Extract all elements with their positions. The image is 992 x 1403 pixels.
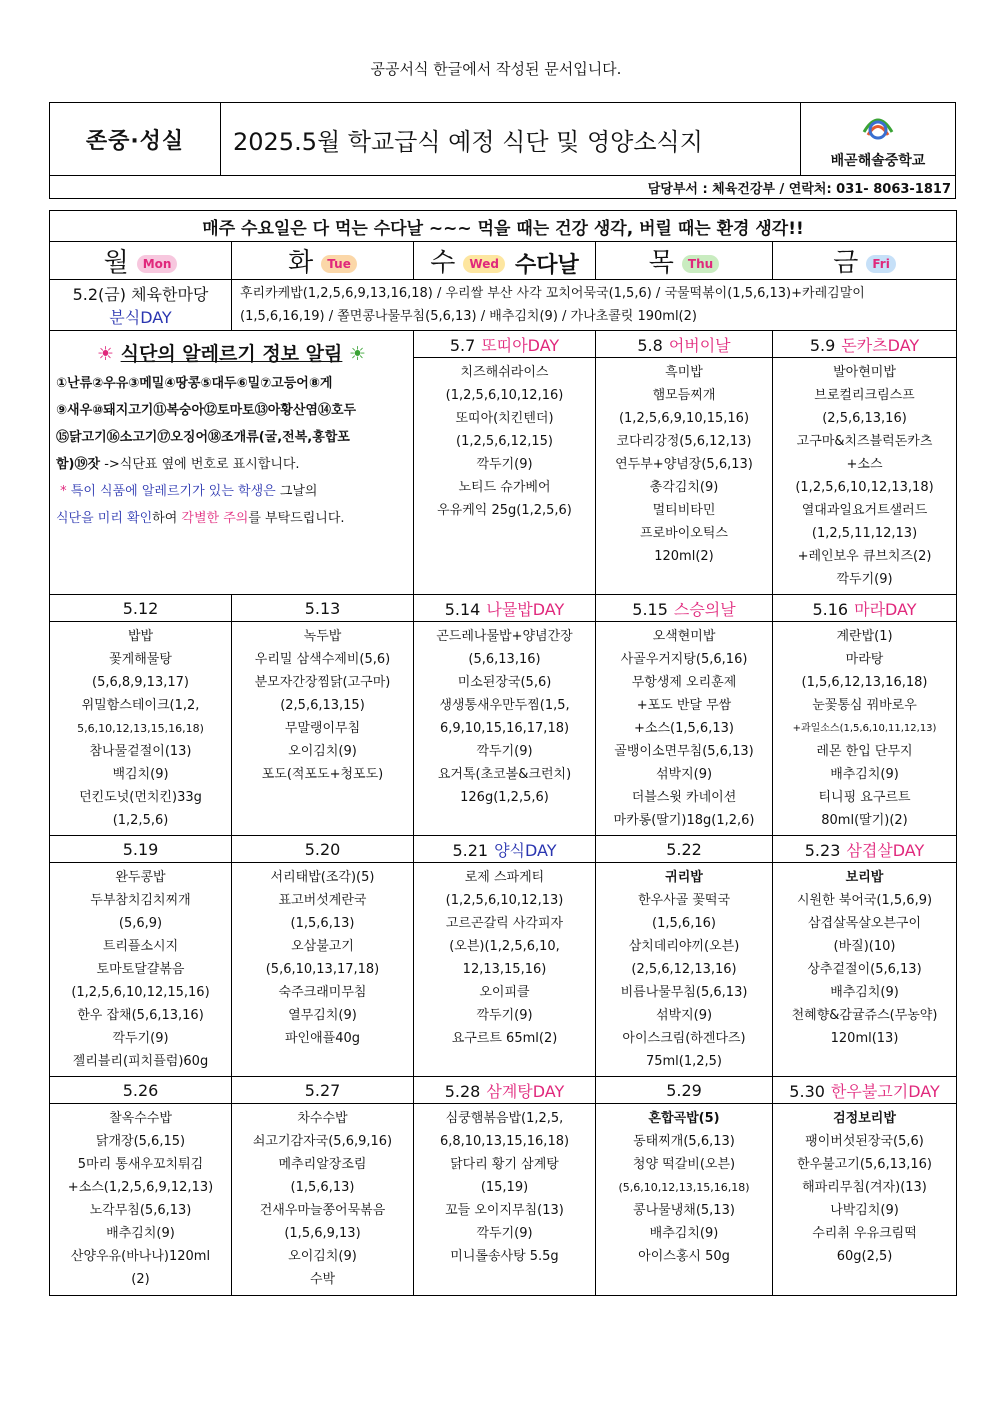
- event-label: 삼계탕DAY: [486, 1081, 565, 1101]
- menu-item: 눈꽃통심 꿔바로우: [812, 698, 917, 713]
- school-emblem-icon: [858, 108, 898, 146]
- menu-item: 아이스홍시 50g: [638, 1249, 730, 1264]
- menu-item: 고구마&치즈블럭돈카츠: [796, 434, 933, 449]
- menu-item: (5,6,9): [118, 916, 163, 931]
- date-label: 5.29: [666, 1080, 702, 1100]
- date-header: [50, 595, 232, 622]
- event-label: 어버이날: [668, 335, 731, 355]
- menu-item: 노각무침(5,6,13): [89, 1203, 192, 1218]
- event-label: 삼겹살DAY: [846, 840, 925, 860]
- menu-item: 브로컬리크림스프: [814, 388, 915, 403]
- menu-item: 한우 잡채(5,6,13,16): [77, 1008, 204, 1023]
- menu-item: (1,2,5,6,9,10,15,16): [618, 411, 750, 426]
- weekday-header-fri: [773, 242, 957, 280]
- menu-item: 시원한 북어국(1,5,6,9): [796, 893, 933, 908]
- menu-item: 흑미밥: [665, 365, 703, 380]
- menu-item: 미니롤송사탕 5.5g: [450, 1249, 559, 1264]
- date-header: [596, 836, 773, 863]
- menu-row: [50, 622, 957, 836]
- school-logo: [801, 103, 956, 176]
- weekday-ko: 월: [103, 248, 129, 278]
- menu-item: (1,2,5,6,12,15): [456, 434, 553, 449]
- menu-item: 노티드 슈가베어: [458, 480, 551, 495]
- menu-item: 발아현미밥: [833, 365, 896, 380]
- menu-item: 콩나물냉채(5,13): [633, 1203, 735, 1218]
- menu-item: 천혜향&감귤쥬스(무농약): [791, 1008, 938, 1023]
- date-label: 5.19: [122, 839, 159, 859]
- allergy-warning-line-1: 특이 식품에 알레르기가 있는 학생은: [70, 484, 276, 499]
- special-day-title: 5.2(금) 체육한마당: [72, 285, 209, 304]
- menu-item: 깍두기(9): [836, 572, 893, 587]
- menu-item: 완두콩밥: [115, 870, 166, 885]
- menu-item: 치즈해쉬라이스: [460, 365, 549, 380]
- menu-item: 꽃게해물탕: [109, 652, 172, 667]
- menu-cell: [596, 358, 773, 595]
- menu-cell: [414, 1104, 596, 1296]
- date-label: 5.13: [304, 598, 341, 618]
- weekday-header-mon: [50, 242, 232, 280]
- date-header: [773, 836, 957, 863]
- menu-item: 오이김치(9): [288, 1249, 357, 1264]
- sun-icon: ☀: [96, 343, 114, 365]
- event-label: 마라DAY: [854, 599, 917, 619]
- menu-item: (15,19): [480, 1180, 529, 1195]
- date-header: [414, 331, 596, 358]
- menu-item: 위밀함스테이크(1,2,: [81, 698, 200, 713]
- menu-item: 산양우유(바나나)120ml: [70, 1249, 211, 1264]
- menu-item: 비름나물무침(5,6,13): [620, 985, 748, 1000]
- menu-item: 열대과일요거트샐러드: [801, 503, 928, 518]
- menu-item: 해파리무침(겨자)(13): [802, 1180, 927, 1195]
- menu-item: 배추김치(9): [830, 985, 899, 1000]
- menu-item: (1,2,5,6,10,12,15,16): [71, 985, 210, 1000]
- menu-item: +소스: [846, 457, 883, 472]
- menu-item: 골뱅이소면무침(5,6,13): [614, 744, 754, 759]
- menu-item: 요구르트 65ml(2): [451, 1031, 558, 1046]
- menu-item: 60g(2,5): [836, 1249, 893, 1264]
- menu-item: 한우불고기(5,6,13,16): [797, 1157, 932, 1172]
- menu-item: 사골우거지탕(5,6,16): [620, 652, 748, 667]
- special-day-cell: [50, 280, 232, 331]
- menu-item: 깍두기(9): [112, 1031, 169, 1046]
- date-label: 5.16: [812, 599, 849, 619]
- date-header: [232, 595, 414, 622]
- date-header: [414, 836, 596, 863]
- allergy-info-panel: [50, 331, 414, 595]
- menu-item: 보리밥: [845, 870, 884, 885]
- menu-item: 12,13,15,16): [462, 962, 547, 977]
- date-label: 5.26: [122, 1080, 159, 1100]
- menu-item: 120ml(13): [830, 1031, 899, 1046]
- menu-item: 심쿵햄볶음밥(1,2,5,: [445, 1111, 564, 1126]
- menu-item: 오삼불고기: [291, 939, 354, 954]
- menu-item: (2,5,6,13,15): [280, 698, 365, 713]
- menu-item: 숙주크래미무침: [278, 985, 367, 1000]
- menu-item: 깍두기(9): [476, 744, 533, 759]
- menu-row: [50, 1104, 957, 1296]
- menu-item: 꼬들 오이지무침(13): [445, 1203, 564, 1218]
- menu-item: 포도(적포도+청포도): [261, 767, 384, 782]
- menu-cell: [773, 622, 957, 836]
- menu-item: 파인애플40g: [284, 1031, 361, 1046]
- weekday-header-tue: [232, 242, 414, 280]
- menu-item: +포도 반달 무쌈: [636, 698, 732, 713]
- date-header: [596, 595, 773, 622]
- allergy-warning-end: 를 부탁드립니다.: [248, 511, 345, 526]
- date-header: [414, 1077, 596, 1104]
- menu-item: 6,8,10,13,15,16,18): [439, 1134, 570, 1149]
- date-header: [596, 1077, 773, 1104]
- allergy-warning-line-1-end: 그날의: [275, 484, 318, 499]
- date-label: 5.14: [444, 599, 481, 619]
- menu-item: 검정보리밥: [833, 1111, 896, 1126]
- menu-item: 팽이버섯된장국(5,6): [805, 1134, 924, 1149]
- menu-item: 배추김치(9): [649, 1226, 719, 1241]
- menu-item: 서리태밥(조각)(5): [270, 870, 375, 885]
- menu-item: 녹두밥: [303, 629, 342, 644]
- menu-item: (1,5,6,12,13,16,18): [801, 675, 928, 690]
- date-label: 5.22: [666, 839, 702, 859]
- menu-item: 깍두기(9): [476, 457, 533, 472]
- menu-cell: [232, 622, 414, 836]
- event-label: 나물밥DAY: [486, 599, 565, 619]
- menu-item: (2,5,6,12,13,16): [631, 962, 737, 977]
- event-label: 한우불고기DAY: [830, 1081, 940, 1101]
- event-label: 돈카츠DAY: [841, 335, 920, 355]
- event-label: 또띠아DAY: [481, 335, 560, 355]
- document-notice: 공공서식 한글에서 작성된 문서입니다.: [370, 60, 622, 78]
- menu-item: 멀티비타민: [652, 503, 716, 518]
- menu-item: 계란밥(1): [836, 629, 893, 644]
- menu-item: 5,6,10,12,13,15,16,18): [77, 722, 204, 735]
- menu-cell: [232, 863, 414, 1077]
- menu-item: (5,6,8,9,13,17): [92, 675, 189, 690]
- menu-item: 메추리알장조림: [278, 1157, 367, 1172]
- menu-item: 코다리강정(5,6,12,13): [616, 434, 752, 449]
- menu-item: 차수수밥: [297, 1111, 348, 1126]
- department-contact: 담당부서 : 체육건강부 / 연락처: 031- 8063-1817: [50, 176, 956, 199]
- menu-item: 깍두기(9): [476, 1226, 533, 1241]
- date-header: [232, 1077, 414, 1104]
- school-motto: 존중·성실: [50, 103, 221, 176]
- menu-cell: [50, 1104, 232, 1296]
- menu-item: 분모자간장찜닭(고구마): [254, 675, 391, 690]
- date-label: 5.12: [122, 598, 159, 618]
- date-header: [232, 836, 414, 863]
- date-label: 5.23: [804, 840, 841, 860]
- weekday-en-badge: Mon: [137, 255, 178, 273]
- allergy-list-note: ->식단표 옆에 번호로 표시합니다.: [100, 457, 300, 472]
- menu-item: 우유케익 25g(1,2,5,6): [437, 503, 572, 518]
- menu-item: 트리플소시지: [102, 939, 179, 954]
- date-header: [50, 836, 232, 863]
- date-header: [773, 595, 957, 622]
- menu-item: (1,5,6,9,13): [284, 1226, 361, 1241]
- menu-item: 찰옥수수밥: [109, 1111, 172, 1126]
- menu-item: 상추겉절이(5,6,13): [807, 962, 922, 977]
- weekday-en-badge: Fri: [866, 255, 895, 273]
- menu-cell: [414, 358, 596, 595]
- menu-item: 닭다리 황기 삼계탕: [450, 1157, 559, 1172]
- date-label: 5.7: [449, 335, 476, 355]
- menu-row: [50, 863, 957, 1077]
- weekday-ko: 화: [288, 248, 314, 278]
- weekday-en-badge: Wed: [463, 255, 505, 273]
- menu-item: (1,2,5,6): [112, 813, 169, 828]
- menu-item: 표고버섯계란국: [278, 893, 367, 908]
- date-label: 5.8: [637, 335, 663, 355]
- special-day-label: 분식DAY: [109, 308, 172, 327]
- allergy-warning-highlight: 식단을 미리 확인: [56, 511, 153, 526]
- menu-item: (5,6,10,12,13,15,16,18): [618, 1181, 750, 1194]
- menu-item: 6,9,10,15,16,17,18): [439, 721, 570, 736]
- date-row: [50, 595, 957, 622]
- menu-item: 배추김치(9): [830, 767, 899, 782]
- menu-item: 닭개장(5,6,15): [95, 1134, 186, 1149]
- menu-item: 귀리밥: [665, 870, 703, 885]
- menu-item: 레몬 한입 단무지: [816, 744, 913, 759]
- menu-cell: [773, 358, 957, 595]
- menu-item: +소스(1,5,6,13): [634, 721, 734, 736]
- menu-item: (5,6,13,16): [468, 652, 541, 667]
- menu-item: 열무김치(9): [288, 1008, 357, 1023]
- menu-item: 75ml(1,2,5): [645, 1054, 723, 1069]
- sudanal-label: 수다날: [514, 253, 579, 278]
- menu-cell: [414, 622, 596, 836]
- menu-item: 쇠고기감자국(5,6,9,16): [252, 1134, 393, 1149]
- menu-item: 미소된장국(5,6): [457, 675, 552, 690]
- menu-item: 5마리 통새우꼬치튀김: [77, 1157, 204, 1172]
- menu-item: 섞박지(9): [655, 767, 713, 782]
- menu-item: 던킨도넛(먼치킨)33g: [79, 790, 202, 805]
- weekday-en-badge: Tue: [321, 255, 357, 273]
- menu-cell: [596, 863, 773, 1077]
- date-header: [596, 331, 773, 358]
- menu-cell: [596, 1104, 773, 1296]
- menu-item: 혼합곡밥(5): [648, 1111, 720, 1126]
- allergy-list-line-2: ⑨새우⑩돼지고기⑪복숭아⑫토마토⑬아황산염⑭호두: [56, 403, 357, 418]
- menu-item: 총각김치(9): [649, 480, 719, 495]
- date-label: 5.15: [632, 599, 668, 619]
- date-label: 5.27: [304, 1080, 341, 1100]
- weekday-header-wed: [414, 242, 596, 280]
- menu-item: 티니핑 요구르트: [818, 790, 911, 805]
- menu-item: 배추김치(9): [106, 1226, 175, 1241]
- allergy-list-line-3: ⑮닭고기⑯소고기⑰오징어⑱조개류(굴,전복,홍합포: [56, 430, 350, 445]
- event-label: 양식DAY: [494, 840, 557, 860]
- menu-item: 두부참치김치찌개: [90, 893, 191, 908]
- menu-item: 삼치데리야끼(오븐): [628, 939, 740, 954]
- menu-item: 고르곤갈릭 사각피자: [445, 916, 564, 931]
- menu-item: (1,2,5,6,10,12,13,18): [795, 480, 934, 495]
- menu-item: 로제 스파게티: [464, 870, 545, 885]
- menu-item: (1,5,6,13): [290, 1180, 355, 1195]
- menu-item: 토마토달걀볶음: [96, 962, 185, 977]
- menu-item: 햄모듬찌개: [652, 388, 716, 403]
- date-label: 5.9: [809, 335, 836, 355]
- menu-item: 삼겹살목살오븐구이: [808, 916, 922, 931]
- menu-item: (5,6,10,13,17,18): [265, 962, 380, 977]
- menu-item: 나박김치(9): [830, 1203, 899, 1218]
- menu-item: (1,5,6,13): [290, 916, 355, 931]
- menu-item: 마카롱(딸기)18g(1,2,6): [613, 813, 755, 828]
- menu-item: 오이피클: [479, 985, 530, 1000]
- menu-item: (1,2,5,6,10,12,16): [445, 388, 564, 403]
- menu-item: 수박: [309, 1272, 336, 1287]
- menu-cell: [773, 863, 957, 1077]
- menu-item: +과일소스(1,5,6,10,11,12,13): [792, 723, 937, 734]
- allergy-warning: [50, 478, 413, 532]
- menu-item: 우리밀 삼색수제비(5,6): [254, 652, 391, 667]
- menu-item: 마라탕: [845, 652, 884, 667]
- menu-item: 무말랭이무침: [284, 721, 361, 736]
- menu-item: 젤리블리(피치플럼)60g: [72, 1054, 209, 1069]
- menu-item: 수리취 우유크림떡: [812, 1226, 917, 1241]
- date-label: 5.21: [452, 840, 489, 860]
- menu-item: 126g(1,2,5,6): [460, 790, 549, 805]
- menu-item: 무항생제 오리훈제: [631, 675, 737, 690]
- sun-icon-right: ☀: [349, 343, 367, 365]
- menu-item: (바질)(10): [833, 939, 896, 954]
- allergy-title: 식단의 알레르기 정보 알림: [120, 343, 343, 365]
- menu-item: 80ml(딸기)(2): [821, 813, 908, 828]
- menu-item: 연두부+양념장(5,6,13): [615, 457, 753, 472]
- allergy-title-row: [50, 339, 413, 366]
- menu-item: 밥밥: [127, 629, 154, 644]
- allergy-list: [50, 366, 413, 478]
- menu-item: 섞박지(9): [655, 1008, 713, 1023]
- menu-cell: [596, 622, 773, 836]
- menu-table: [49, 210, 957, 1296]
- wednesday-banner: 매주 수요일은 다 먹는 수다날 ~~~ 먹을 때는 건강 생각, 버릴 때는 환경 생각!!: [50, 211, 957, 242]
- menu-item: 오색현미밥: [652, 629, 716, 644]
- menu-item: 120ml(2): [654, 549, 714, 564]
- menu-item: +소스(1,2,5,6,9,12,13): [67, 1180, 214, 1195]
- weekday-ko: 목: [648, 248, 674, 278]
- date-header: [414, 595, 596, 622]
- menu-item: 한우사골 꽃떡국: [637, 893, 731, 908]
- weekday-ko: 금: [833, 248, 859, 278]
- menu-item: 곤드레나물밥+양념간장: [436, 629, 573, 644]
- menu-item: (1,5,6,16): [652, 916, 716, 931]
- menu-item: (1,2,5,6,10,12,13): [445, 893, 564, 908]
- menu-cell: [50, 863, 232, 1077]
- weekday-en-badge: Thu: [682, 255, 719, 273]
- menu-cell: [50, 622, 232, 836]
- allergy-warning-text: 하여: [152, 511, 182, 526]
- allergy-list-line-1: ①난류②우유③메밀④땅콩⑤대두⑥밀⑦고등어⑧게: [56, 376, 333, 391]
- menu-item: 프로바이오틱스: [640, 526, 728, 541]
- menu-item: 참나물겉절이(13): [89, 744, 192, 759]
- allergy-warning-emphasis: 각별한 주의: [181, 511, 249, 526]
- menu-item: 또띠아(치킨텐더): [455, 411, 554, 426]
- menu-item: 동태찌개(5,6,13): [633, 1134, 735, 1149]
- menu-item: 백김치(9): [112, 767, 169, 782]
- allergy-list-line-4: 함)⑲잣: [56, 457, 101, 472]
- menu-item: 청양 떡갈비(오븐): [632, 1157, 736, 1172]
- menu-item: +레인보우 큐브치즈(2): [797, 549, 932, 564]
- menu-item: (오븐)(1,2,5,6,10,: [449, 939, 560, 954]
- menu-cell: [232, 1104, 414, 1296]
- page-title: 2025.5월 학교급식 예정 식단 및 영양소식지: [221, 103, 801, 176]
- date-header: [50, 1077, 232, 1104]
- date-row: [50, 836, 957, 863]
- event-label: 스승의날: [673, 599, 736, 619]
- menu-item: 깍두기(9): [476, 1008, 533, 1023]
- date-header: [773, 1077, 957, 1104]
- menu-item: 생생통새우만두찜(1,5,: [439, 698, 570, 713]
- menu-item: 건새우마늘쫑어묵볶음: [259, 1203, 386, 1218]
- menu-cell: [414, 863, 596, 1077]
- weekday-ko: 수: [430, 248, 456, 278]
- date-header: [773, 331, 957, 358]
- weekday-header-row: [50, 242, 957, 280]
- menu-item: 요거톡(초코볼&크런치): [437, 767, 572, 782]
- menu-item: 아이스크림(하겐다즈): [622, 1031, 746, 1046]
- menu-item: (1,2,5,11,12,13): [811, 526, 918, 541]
- date-row: [50, 1077, 957, 1104]
- date-label: 5.30: [789, 1081, 825, 1101]
- menu-item: (2,5,6,13,16): [822, 411, 907, 426]
- menu-item: (2): [131, 1272, 150, 1287]
- special-day-menu: 후리카케밥(1,2,5,6,9,13,16,18) / 우리쌀 부산 사각 꼬치어묵국(1,5,6) / 국물떡볶이(1,5,6,13)+카레김말이(1,5,6,16,19) / 쫄면콩나물무침(5,6,13) / 배추김치(9) / 가나초콜릿 190ml(2): [232, 280, 957, 331]
- date-label: 5.20: [304, 839, 341, 859]
- date-label: 5.28: [444, 1081, 481, 1101]
- school-name: 배곧해솔중학교: [830, 153, 926, 169]
- menu-cell: [773, 1104, 957, 1296]
- weekday-header-thu: [596, 242, 773, 280]
- asterisk-icon: *: [60, 484, 67, 499]
- menu-item: 더블스윗 카네이션: [631, 790, 737, 805]
- menu-item: 오이김치(9): [288, 744, 357, 759]
- header-table: [49, 102, 956, 199]
